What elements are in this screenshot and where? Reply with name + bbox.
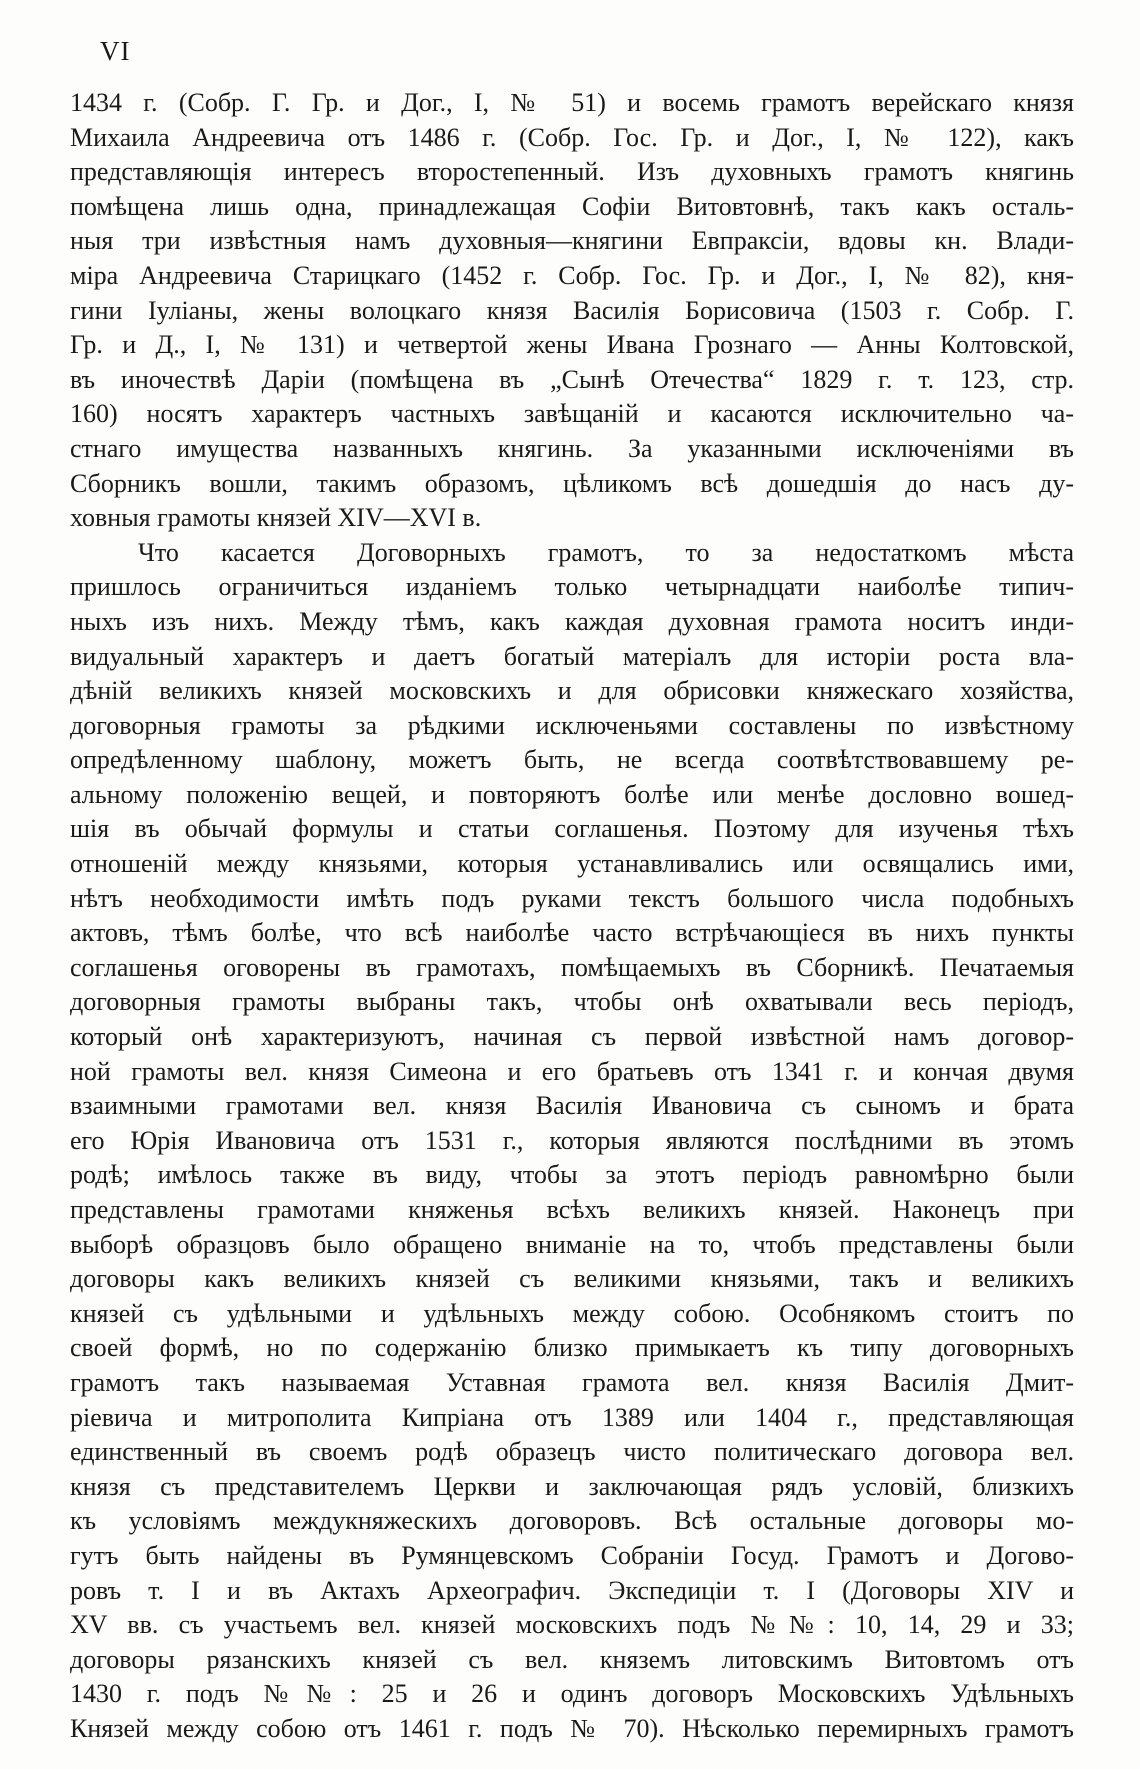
text-line: 1430 г. подъ №№: 25 и 26 и одинъ договоръ Московскихъ Удѣльныхъ [70, 1679, 1074, 1709]
text-line: Михаила Андреевича отъ 1486 г. (Собр. Гос. Гр. и Дог., I, № 122), какъ [70, 122, 1074, 152]
paragraph-2 [70, 536, 1074, 1747]
page-number: VI [100, 36, 131, 66]
text-line: гутъ быть найдены въ Румянцевскомъ Собраніи Госуд. Грамотъ и Догово- [70, 1540, 1074, 1570]
text-line: отношеній между князьями, которыя устанавливались или освящались ими, [70, 849, 1074, 879]
text-line: договорныя грамоты выбраны такъ, чтобы онѣ охватывали весь періодъ, [70, 987, 1074, 1017]
text-line: договоры рязанскихъ князей съ вел. княземъ литовскимъ Витовтомъ отъ [70, 1644, 1074, 1674]
text-line: шія въ обычай формулы и статьи соглашенья. Поэтому для изученья тѣхъ [70, 814, 1074, 844]
text-line: договоры какъ великихъ князей съ великими князьями, такъ и великихъ [70, 1264, 1074, 1294]
text-line: опредѣленному шаблону, можетъ быть, не всегда соотвѣтствовавшему ре- [70, 745, 1074, 775]
text-line: міра Андреевича Старицкаго (1452 г. Собр. Гос. Гр. и Дог., I, № 82), кня- [70, 260, 1074, 290]
text-line: помѣщена лишь одна, принадлежащая Софіи Витовтовнѣ, такъ какъ осталь- [70, 191, 1074, 221]
text-line: пришлось ограничиться изданіемъ только четырнадцати наиболѣе типич- [70, 572, 1074, 602]
text-line: нѣтъ необходимости имѣть подъ руками текстъ большого числа подобныхъ [70, 883, 1074, 913]
text-line: ровъ т. I и въ Актахъ Археографич. Экспедиціи т. I (Договоры XIV и [70, 1575, 1074, 1605]
text-line: князей съ удѣльными и удѣльныхъ между собою. Особнякомъ стоитъ по [70, 1298, 1074, 1328]
text-line: 160) носятъ характеръ частныхъ завѣщаній и касаются исключительно ча- [70, 399, 1074, 429]
text-line: своей формѣ, но по содержанію близко примыкаетъ къ типу договорныхъ [70, 1333, 1074, 1363]
text-line: представляющія интересъ второстепенный. Изъ духовныхъ грамотъ княгинь [70, 157, 1074, 187]
text-line: къ условіямъ междукняжескихъ договоровъ. Всѣ остальные договоры мо- [70, 1506, 1074, 1536]
text-line: ной грамоты вел. князя Симеона и его братьевъ отъ 1341 г. и кончая двумя [70, 1056, 1074, 1086]
text-line: соглашенья оговорены въ грамотахъ, помѣщаемыхъ въ Сборникѣ. Печатаемыя [70, 952, 1074, 982]
text-line: Сборникъ вошли, такимъ образомъ, цѣликомъ всѣ дошедшія до насъ ду- [70, 468, 1074, 498]
text-line: гини Іуліаны, жены волоцкаго князя Василія Борисовича (1503 г. Собр. Г. [70, 295, 1074, 325]
text-line: его Юрія Ивановича отъ 1531 г., которыя являются послѣдними въ этомъ [70, 1125, 1074, 1155]
text-line: въ иночествѣ Даріи (помѣщена въ „Сынѣ Отечества“ 1829 г. т. 123, стр. [70, 364, 1074, 394]
text-line: ріевича и митрополита Кипріана отъ 1389 или 1404 г., представляющая [70, 1402, 1074, 1432]
text-line: Гр. и Д., I, № 131) и четвертой жены Ивана Грознаго — Анны Колтовской, [70, 330, 1074, 360]
text-line: видуальный характеръ и даетъ богатый матеріалъ для исторіи роста вла- [70, 641, 1074, 671]
text-line: взаимными грамотами вел. князя Василія Ивановича съ сыномъ и брата [70, 1091, 1074, 1121]
text-line: который онѣ характеризуютъ, начиная съ первой извѣстной намъ договор- [70, 1022, 1074, 1052]
text-line: грамотъ такъ называемая Уставная грамота вел. князя Василія Дмит- [70, 1367, 1074, 1397]
text-line: ныя три извѣстныя намъ духовныя—княгини Евпраксіи, вдовы кн. Влади- [70, 226, 1074, 256]
text-line: альному положенію вещей, и повторяютъ болѣе или менѣе дословно вошед- [70, 779, 1074, 809]
text-line: 1434 г. (Собр. Г. Гр. и Дог., I, № 51) и восемь грамотъ верейскаго князя [70, 88, 1074, 117]
text-line: дѣній великихъ князей московскихъ и для обрисовки княжескаго хозяйства, [70, 676, 1074, 706]
text-line: Князей между собою отъ 1461 г. подъ № 70). Нѣсколько перемирныхъ грамотъ [70, 1713, 1074, 1743]
text-line: князя съ представителемъ Церкви и заключающая рядъ условій, близкихъ [70, 1471, 1074, 1501]
text-line: выборѣ образцовъ было обращено вниманіе на то, чтобъ представлены были [70, 1229, 1074, 1259]
text-line: актовъ, тѣмъ болѣе, что всѣ наиболѣе часто встрѣчающіеся въ нихъ пункты [70, 918, 1074, 948]
paragraph-1 [70, 86, 1074, 536]
text-line: ховныя грамоты князей XIV—XVI в. [70, 503, 482, 533]
text-line: XV вв. съ участьемъ вел. князей московскихъ подъ №№: 10, 14, 29 и 33; [70, 1610, 1074, 1640]
text-line: Что касается Договорныхъ грамотъ, то за недостаткомъ мѣста [138, 537, 1074, 567]
text-line: родѣ; имѣлось также въ виду, чтобы за этотъ періодъ равномѣрно были [70, 1160, 1074, 1190]
text-line: ныхъ изъ нихъ. Между тѣмъ, какъ каждая духовная грамота носитъ инди- [70, 606, 1074, 636]
body-text [70, 86, 1074, 1747]
text-line: стнаго имущества названныхъ княгинь. За указанными исключеніями въ [70, 433, 1074, 463]
text-line: представлены грамотами княженья всѣхъ великихъ князей. Наконецъ при [70, 1195, 1074, 1224]
text-line: единственный въ своемъ родѣ образецъ чисто политическаго договора вел. [70, 1437, 1074, 1467]
text-line: договорныя грамоты за рѣдкими исключеньями составлены по извѣстному [70, 710, 1074, 740]
